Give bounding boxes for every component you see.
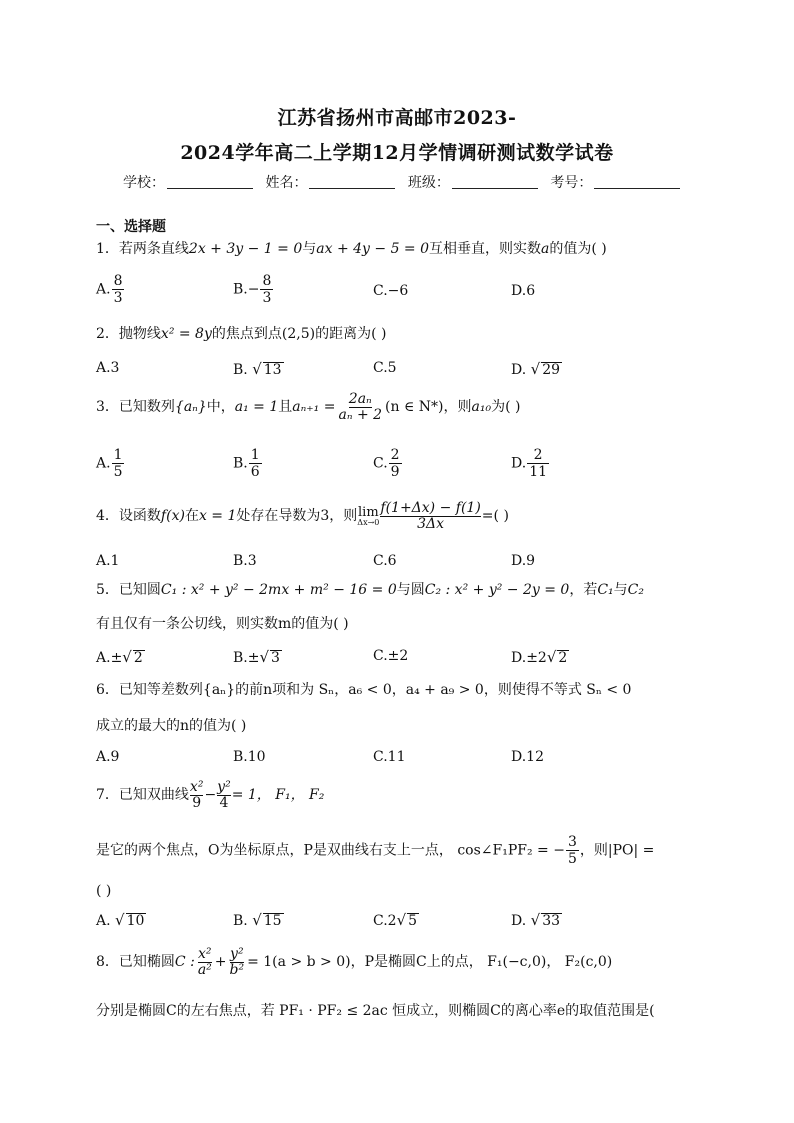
q3-option-d: D. $\frac{2}{11}$ <box>511 447 548 481</box>
exam-title-line1: 江苏省扬州市高邮市2023- <box>277 107 517 129</box>
option-label: B. <box>233 913 248 929</box>
option-label: A. <box>96 650 111 666</box>
numerator: x² <box>189 779 204 795</box>
fraction <box>260 273 273 306</box>
q5-text: 5．已知圆 <box>96 582 161 598</box>
option-label: D. <box>511 362 527 378</box>
radicand: 2 <box>558 650 568 666</box>
q3-target: a₁₀ <box>471 399 492 416</box>
lim-sub: Δx→0 <box>357 517 380 527</box>
q5-circle2: C₂ : x² + y² − 2y = 0 <box>424 582 570 598</box>
q2-text: 的距离为( ) <box>315 326 387 342</box>
denominator: 3 <box>113 290 123 307</box>
q5-c1: C₁ <box>597 582 614 598</box>
q1-line1: 2x + 3y − 1 = 0 <box>188 241 303 257</box>
prefix: ± <box>247 650 260 666</box>
fraction <box>112 273 125 306</box>
q4-option-a: A.1 <box>96 553 120 569</box>
q2-option-a: A.3 <box>96 360 120 376</box>
q7-option-a <box>96 911 146 929</box>
q1-var: a <box>541 241 550 257</box>
q5-option-a <box>96 648 145 666</box>
q6-option-d: D.12 <box>511 749 544 765</box>
fraction <box>566 834 579 867</box>
class-blank <box>452 176 538 189</box>
option-label: D. <box>511 650 527 666</box>
sqrt-icon: √ <box>115 911 125 929</box>
q5-option-d <box>511 648 569 666</box>
school-blank <box>167 176 253 189</box>
numerator: 8 <box>262 273 272 289</box>
radicand: 5 <box>408 913 418 929</box>
q6-option-c: C.11 <box>373 749 406 765</box>
q1-option-b <box>233 273 274 306</box>
denominator: 3 <box>262 290 272 307</box>
q5-c2: C₂ <box>627 582 644 598</box>
q8-ellipse: C : <box>174 954 195 971</box>
sqrt-icon: √ <box>252 911 262 929</box>
q8-text: 8．已知椭圆 <box>96 954 175 971</box>
radicand: 3 <box>271 650 280 666</box>
q5-text: ，若 <box>569 582 598 598</box>
sqrt-icon: √ <box>252 360 262 378</box>
q2-parabola: x² = 8y <box>160 326 212 342</box>
q3-init: a₁ = 1 <box>234 399 279 416</box>
q3-cond: (n ∈ N*) <box>385 399 444 416</box>
radicand: 15 <box>263 913 282 929</box>
name-label: 姓名： <box>265 175 308 191</box>
q1-option-a <box>96 273 125 306</box>
q3-text: ，则 <box>443 399 472 416</box>
denominator: 9 <box>390 464 400 481</box>
denominator: a² <box>197 962 212 979</box>
q3-option-b: B. $\frac{1}{6}$ <box>233 447 260 481</box>
option-label: B. <box>233 281 248 298</box>
q2-option-c: C.5 <box>373 360 397 376</box>
q7-text: ，则|PO| = <box>579 842 655 859</box>
q4-option-d: D.9 <box>511 553 536 569</box>
q1-option-c <box>373 283 408 299</box>
q3-text: 为( ) <box>491 399 521 416</box>
q1-text: 互相垂直，则实数 <box>429 241 542 257</box>
q7-foci: = 1， F₁， F₂ <box>231 787 325 804</box>
section-title: 一、选择题 <box>96 219 166 235</box>
denominator: 3Δx <box>417 516 445 533</box>
denominator: 11 <box>529 464 548 481</box>
exam-number-label: 考号： <box>550 175 593 191</box>
numerator: x² <box>198 946 212 962</box>
sqrt-icon: √ <box>530 911 541 929</box>
prefix: ±2 <box>526 650 547 666</box>
q5-option-b <box>233 648 282 666</box>
denominator: 5 <box>567 851 577 868</box>
sign: − <box>247 281 260 298</box>
q2-text: 的焦点到点 <box>211 326 282 342</box>
q7-text: 是它的两个焦点，O为坐标原点，P是双曲线右支上一点， cos∠F₁PF₂ = − <box>96 842 565 859</box>
question-7 <box>96 779 324 811</box>
lim-text: lim <box>358 504 379 520</box>
fraction <box>389 447 402 480</box>
sqrt-icon: √ <box>122 648 132 666</box>
radicand: 10 <box>126 913 145 929</box>
denominator: 9 <box>192 795 202 812</box>
q4-option-b: B.3 <box>233 553 257 569</box>
prefix: ± <box>110 650 123 666</box>
q3-rec-left: aₙ₊₁ = <box>292 399 336 416</box>
numerator: f(1+Δx) − f(1) <box>380 500 481 516</box>
radicand: 29 <box>542 362 561 378</box>
q4-text: 处存在导数为3，则 <box>236 508 358 525</box>
q1-option-d <box>511 283 535 299</box>
question-6-line2: 成立的最大的n的值为( ) <box>96 718 247 734</box>
denominator: 5 <box>113 464 123 481</box>
question-3 <box>96 391 520 423</box>
q3-seq: {aₙ} <box>174 399 207 416</box>
q7-option-d <box>511 911 562 929</box>
q1-text: 1．若两条直线 <box>96 241 189 257</box>
option-label: A. <box>96 281 111 298</box>
sqrt-icon: √ <box>396 911 407 929</box>
q4-text: 4．设函数 <box>96 508 161 525</box>
fraction <box>228 946 247 978</box>
radicand: 33 <box>542 913 561 929</box>
q3-text: 3．已知数列 <box>96 399 175 416</box>
q5-option-c: C.±2 <box>373 648 409 664</box>
q2-option-b <box>233 360 284 378</box>
q7-option-b <box>233 911 284 929</box>
fraction <box>196 946 214 978</box>
class-label: 班级： <box>407 175 450 191</box>
q7-option-c <box>373 911 419 929</box>
option-label: A. <box>96 913 111 929</box>
sqrt-icon: √ <box>259 648 270 666</box>
question-1 <box>96 241 607 258</box>
option-label: D. <box>511 913 527 929</box>
option-value: −6 <box>387 283 409 299</box>
question-7-line2 <box>96 834 654 867</box>
question-7-line3: ( ) <box>96 883 112 899</box>
q2-option-d <box>511 360 562 378</box>
numerator: y² <box>217 779 231 795</box>
q1-text: 与 <box>302 241 317 257</box>
q2-point: (2,5) <box>281 326 316 342</box>
q4-fraction <box>380 500 480 532</box>
q1-line2: ax + 4y − 5 = 0 <box>316 241 430 257</box>
q3-rec-fraction <box>336 391 384 423</box>
q5-text: 与 <box>613 582 628 598</box>
radicand: 2 <box>133 650 143 666</box>
q4-limit <box>357 506 379 527</box>
numerator: 1 <box>113 447 123 463</box>
minus-sign: − <box>204 787 217 804</box>
denominator: 4 <box>219 795 229 812</box>
q7-text: 7．已知双曲线 <box>96 787 189 804</box>
q4-text: 在 <box>184 508 199 525</box>
q1-text: 的值为( ) <box>549 241 607 257</box>
question-6: 6．已知等差数列{aₙ}的前n项和为 Sₙ，a₆ < 0，a₄ + a₉ > 0，则使得不等式 Sₙ < 0 <box>96 682 632 698</box>
q4-option-c: C.6 <box>373 553 397 569</box>
q4-fx: f(x) <box>160 508 185 525</box>
q4-x: x = 1 <box>198 508 237 525</box>
q6-option-b: B.10 <box>233 749 266 765</box>
question-8-line2: 分别是椭圆C的左右焦点，若 PF₁ · PF₂ ≤ 2ac 恒成立，则椭圆C的离心率e的取值范围是( <box>96 1003 655 1019</box>
option-label: D. <box>511 283 527 299</box>
sqrt-icon: √ <box>546 648 557 666</box>
option-label: C. <box>373 913 388 929</box>
exam-title-line2: 2024学年高二上学期12月学情调研测试数学试卷 <box>180 142 614 164</box>
q4-text: =( ) <box>481 508 509 525</box>
numerator: 8 <box>113 273 123 289</box>
q2-text: 2．抛物线 <box>96 326 161 342</box>
question-4 <box>96 500 509 532</box>
sqrt-icon: √ <box>530 360 541 378</box>
option-value: 6 <box>526 283 536 299</box>
numerator: 3 <box>567 834 577 850</box>
question-8 <box>96 946 612 978</box>
q3-text: 中， <box>206 399 235 416</box>
numerator: 2 <box>527 447 549 464</box>
q8-text: = 1(a > b > 0)，P是椭圆C上的点， F₁(−c,0)， F₂(c,0) <box>247 954 613 971</box>
option-label: B. <box>233 650 248 666</box>
q3-text: 且 <box>278 399 293 416</box>
prefix: 2 <box>387 913 397 929</box>
fraction <box>112 447 125 480</box>
denominator: b² <box>229 962 245 979</box>
question-2 <box>96 326 386 343</box>
numerator: 2aₙ <box>348 391 372 407</box>
question-5-line2: 有且仅有一条公切线，则实数m的值为( ) <box>96 616 349 632</box>
numerator: 1 <box>250 447 260 463</box>
q6-option-a: A.9 <box>96 749 120 765</box>
numerator: y² <box>230 946 244 962</box>
q3-option-c: C. $\frac{2}{9}$ <box>373 447 400 481</box>
plus-sign: + <box>214 954 227 971</box>
fraction <box>527 447 549 480</box>
radicand: 13 <box>263 362 282 378</box>
q5-circle1: C₁ : x² + y² − 2mx + m² − 16 = 0 <box>160 582 397 598</box>
name-blank <box>309 176 395 189</box>
option-label: C. <box>373 283 388 299</box>
school-label: 学校： <box>123 175 165 191</box>
option-label: B. <box>233 362 248 378</box>
question-5 <box>96 582 644 599</box>
fraction <box>217 779 231 811</box>
exam-number-blank <box>594 176 680 189</box>
fraction <box>190 779 204 811</box>
numerator: 2 <box>390 447 400 463</box>
denominator: aₙ + 2 <box>338 407 383 424</box>
fraction <box>249 447 262 480</box>
denominator: 6 <box>250 464 260 481</box>
q3-option-a: A. $\frac{1}{5}$ <box>96 447 123 481</box>
q5-text: 与圆 <box>396 582 425 598</box>
student-info-row <box>123 172 688 192</box>
